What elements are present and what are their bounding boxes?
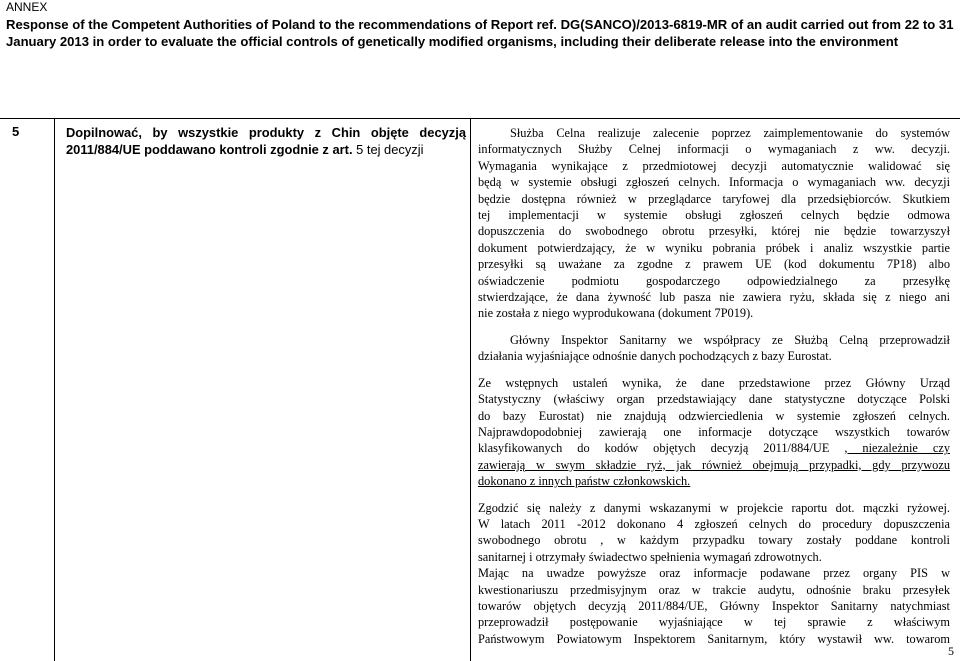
underlined-text: dokonano z innych państw członkowskich.	[478, 474, 691, 489]
text-line: do bazy Eurostat) nie znajdują odzwierciedlenia w systemie zgłoszeń celnych.	[478, 408, 950, 423]
recommendation-text	[66, 124, 466, 158]
text-line: stwierdzające, że dana żywność lub pasza nie zawiera ryżu, składa się z niego ani	[478, 290, 950, 305]
text-line: Ze wstępnych ustaleń wynika, że dane przedstawione przez Główny Urząd	[478, 375, 950, 390]
response-paragraph-1	[478, 125, 950, 322]
text-line: swobodnego obrotu , w każdym przypadku towary zostały poddane kontroli	[478, 533, 950, 548]
table-top-border	[0, 118, 960, 119]
text-line: Statystyczny (właściwy organ przedstawiający dane statystyczne dotyczące Polski	[478, 392, 950, 407]
title-line-2: January 2013 in order to evaluate the official controls of genetically modified organisms, including their deliberate release into the environment	[6, 34, 899, 49]
text-line: Najprawdopodobniej zawierają one informacje dotyczące wszystkich towarów	[478, 424, 950, 439]
text-line: przesyłki są uważane za zgodne z prawem UE (kod dokumentu 7P18) albo	[478, 257, 950, 272]
text-line: kwestionariuszu przedmisyjnym oraz w trakcie audytu, odnośnie braku przesyłek	[478, 582, 950, 597]
recommendation-line-2-rest: 5 tej decyzji	[352, 142, 424, 157]
text-line: dokument potwierdzający, że w wyniku pobrania próbek i analiz wszystkie partie	[478, 240, 950, 255]
text-line	[478, 440, 950, 456]
document-title	[6, 16, 954, 50]
title-line-1: Response of the Competent Authorities of Poland to the recommendations of Report ref. DG(SANCO)/2013-6819-MR of an audit carried out from 22 to 31	[6, 17, 954, 32]
underlined-text: zawierają w swym składzie ryż, jak również obejmują przypadki, gdy przywozu	[478, 457, 950, 472]
text-line: przeprowadził postępowanie wyjaśniające w tej sprawie z właściwym	[478, 615, 950, 630]
column-divider-2	[470, 119, 471, 661]
recommendation-number: 5	[12, 124, 20, 139]
text-line: Zgodzić się należy z danymi wskazanymi w projekcie raportu dot. mączki ryżowej.	[478, 500, 950, 515]
text-line: towarów objętych decyzją 2011/884/UE, Główny Inspektor Sanitarny natychmiast	[478, 598, 950, 613]
underlined-text: niezależnie czy	[847, 441, 950, 456]
recommendation-line-2-bold: 2011/884/UE poddawano kontroli zgodnie z art.	[66, 142, 353, 157]
text-line: dopuszczenia do swobodnego obrotu przesyłki, której nie będzie towarzyszył	[478, 224, 950, 239]
page-number: 5	[948, 644, 954, 658]
response-paragraph-3	[478, 375, 950, 490]
text-line: Służba Celna realizuje zalecenie poprzez zaimplementowanie do systemów	[510, 126, 950, 140]
response-text	[478, 125, 950, 647]
recommendation-line-2	[66, 141, 466, 158]
text-line: Wymagania wynikające z przedmiotowej decyzji automatycznie walidować się	[478, 158, 950, 173]
text-line: Państwowym Powiatowym Inspektorem Sanitarnym, który wystawił ww. towarom	[478, 631, 950, 646]
text-line: Główny Inspektor Sanitarny we współpracy ze Służbą Celną przeprowadził	[510, 332, 950, 347]
text-line: będą w systemie obsługi zgłoszeń celnych. Informacja o wymaganiach ww. decyzji	[478, 175, 950, 190]
text-line: W latach 2011 -2012 dokonano 4 zgłoszeń celnych do procedury dopuszczenia	[478, 516, 950, 531]
text-fragment: klasyfikowanych do kodów objętych decyzją 2011/884/UE ,	[478, 441, 848, 456]
text-line: informatycznych Służby Celnej informacji o wymaganiach z ww. decyzji.	[478, 142, 950, 157]
text-line: działania wyjaśniające odnośnie danych pochodzących z bazy Eurostat.	[478, 349, 832, 364]
text-line: nie została z niego wyprodukowana (dokument 7P019).	[478, 306, 754, 321]
text-line: Mając na uwadze powyższe oraz informacje podawane przez organy PIS w	[478, 566, 950, 581]
recommendation-line-1: Dopilnować, by wszystkie produkty z Chin objęte decyzją	[66, 125, 466, 140]
annex-label: ANNEX	[6, 0, 48, 14]
text-line: oświadczenie podmiotu gospodarczego odpowiedzialnego za przesyłkę	[478, 273, 950, 288]
text-line: tej implementacji w systemie obsługi zgłoszeń celnych będzie odmowa	[478, 208, 950, 223]
column-divider-1	[54, 119, 55, 661]
text-line: będzie dostępna również w przeglądarce taryfowej dla przedsiębiorców. Skutkiem	[478, 191, 950, 206]
response-paragraph-4	[478, 500, 950, 648]
response-paragraph-2	[478, 332, 950, 365]
text-line: sanitarnej i otrzymały świadectwo spełnienia wymagań zdrowotnych.	[478, 549, 822, 564]
